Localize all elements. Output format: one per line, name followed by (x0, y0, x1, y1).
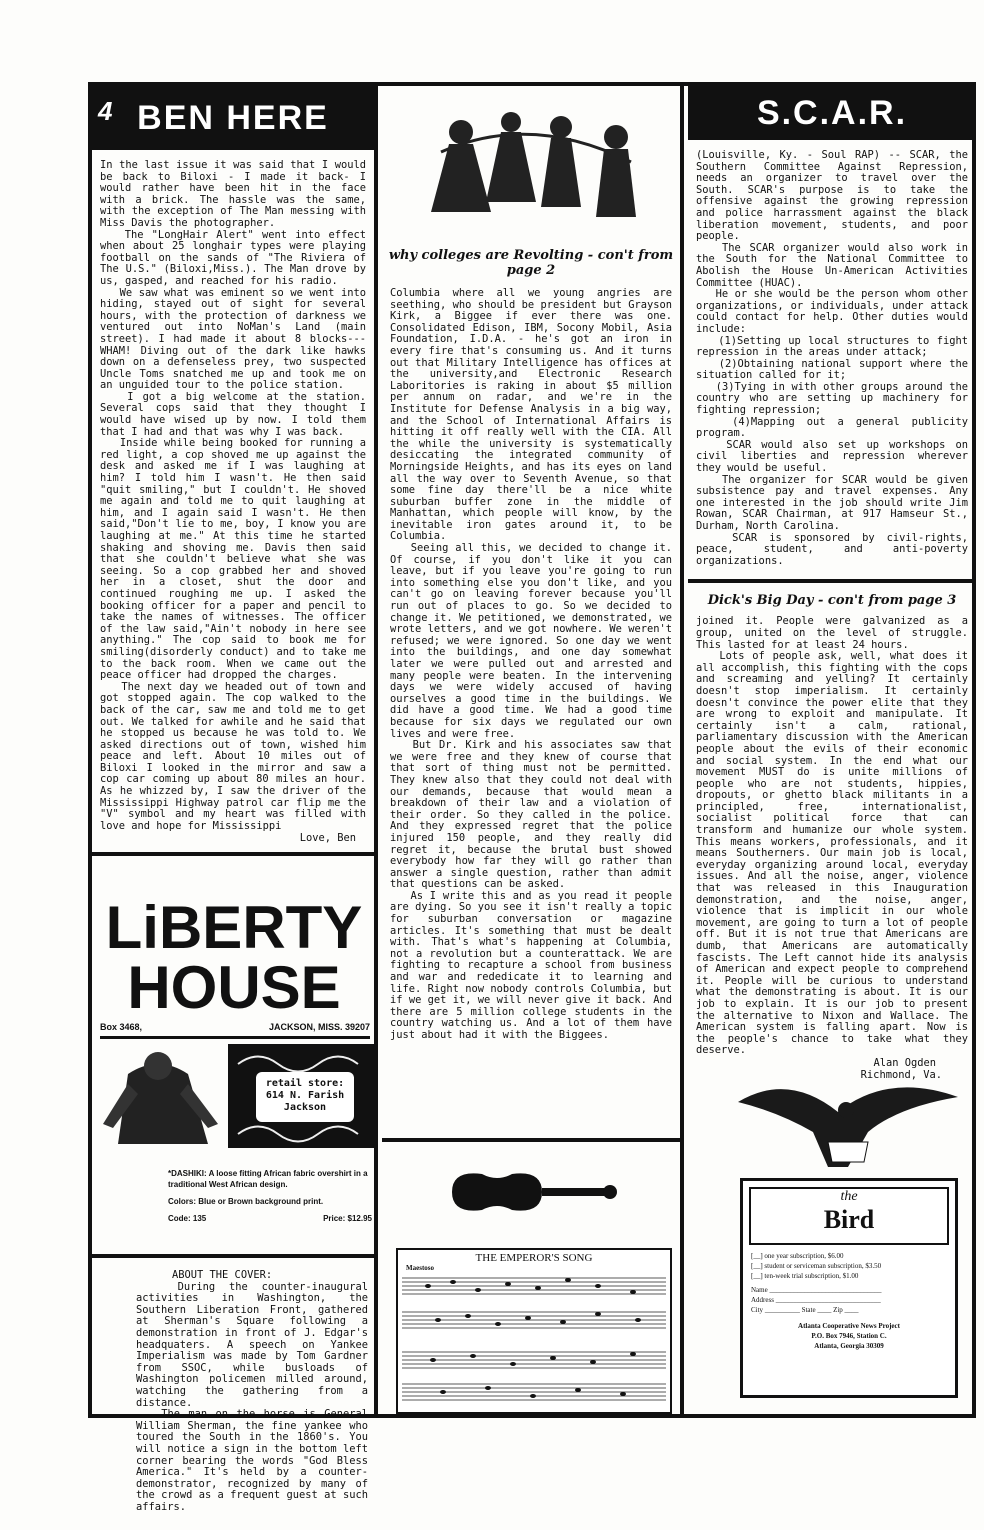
richmond-va: Richmond, Va. (860, 1068, 942, 1081)
address-label: Address (751, 1296, 774, 1304)
dashiki-figure-image (98, 1044, 224, 1144)
eagle-illustration (728, 1072, 968, 1172)
logo-house-text: HOUSE (127, 954, 341, 1016)
dancing-children-illustration (401, 92, 661, 242)
violin-image (442, 1162, 622, 1222)
emperors-song-sheet (396, 1248, 672, 1414)
subscription-checkbox-2[interactable]: [__] (751, 1262, 763, 1270)
subscription-checkbox-3[interactable]: [__] (751, 1272, 763, 1280)
the-bird-subscription-ad (740, 1178, 958, 1398)
song-title: THE EMPEROR'S SONG (475, 1252, 593, 1264)
name-field[interactable]: ________________________________ (769, 1286, 882, 1294)
ben-signature: Love, Ben (299, 832, 356, 845)
bird-address: Atlanta, Georgia 30309 (814, 1342, 884, 1350)
ben-here-article: In the last issue it was said that I would be back to Biloxi - I made it back- I would rather have been hit in the face with a brick. The hassle was the same, with the exception of The Man messing with Miss Davis the photographer. The "LongHair Alert" went into effect when about 25 longhair types were playing football on the sands of "The Riviera of The U.S." (Biloxi,Miss.). The Man drove by us, gasped, and reached for his radio. We saw what was eminent so we went into hiding, stayed out of sight for several hours, with the protection of darkness we ventured out into NoMan's Land (main street). I had made it about 8 blocks---WHAM! Diving out of the dark like hawks down on a defenseless prey, two suspected Uncle Toms snatched me up and took me on an unguided tour to the police station. I got a big welcome at the station. Several cops said that they thought I would have wised up by now. I told them that I had and that was why I was back. Inside while being booked for running a red light, a cop shoved me up against the desk and asked me if I was laughing at him? I told him I wasn't. He then said "quit smiling," but I couldn't. He shoved me again and told me to quit laughing at him, and I again said I wasn't. He then said,"Don't lie to me, boy, I know you are laughing at me." At this time he started shaking and shoving me. Davis then said that she couldn't believe what she was seeing. So a cop grabbed her and shoved her in a closet, shut the door and continued roughing me up. I asked the booking officer for a paper and pencil to take the names of witnesses. The officer of the law said,"Ain't nobody in here see anything." The cop said to book me for smiling(disorderly conduct) and to take me to the back room. When we came out the peace officer had dropped the charges. The next day we headed out of town and got stopped again. The cop walked to the back of the car, saw me and told me to get out. We talked for awhile and he said that he stopped us because he was told to. We asked directions out of town, wished him peace and left. About 10 miles out of Biloxi I looked in the mirror and saw a cop car coming up about 80 miles an hour. As he whizzed by, I saw the driver of the Mississippi Highway patrol car flip me the "V" symbol and my heart was filled with love and hope for Mississippi (100, 159, 366, 832)
city-label: City (751, 1306, 764, 1314)
store-label: retail store: (265, 1078, 345, 1089)
dicks-big-day-caption: Dick's Big Day - con't from page 3 (707, 593, 957, 609)
subscription-option-2: student or serviceman subscription, $3.50 (764, 1262, 882, 1270)
bird-masthead (749, 1187, 949, 1245)
about-the-cover (92, 1254, 378, 1513)
dashiki-code: Code: 135 (168, 1214, 207, 1223)
bird-po-box: P.O. Box 7946, Station C. (811, 1332, 887, 1340)
dashiki-price: Price: $12.95 (323, 1214, 372, 1223)
left-column (92, 86, 378, 1513)
city-field[interactable]: __________ (764, 1306, 800, 1314)
subscription-option-3: ten-week trial subscription, $1.00 (764, 1272, 859, 1280)
dashiki-pattern (228, 1044, 374, 1148)
page-number: 4 (98, 96, 115, 126)
ben-here-title: BEN HERE (137, 98, 329, 137)
store-address: 614 N. Farish (265, 1090, 345, 1101)
name-label: Name (751, 1286, 768, 1294)
ben-here-banner (92, 86, 374, 150)
middle-column (382, 86, 684, 1414)
liberty-house-ad (92, 852, 378, 1244)
sheet-music-staves (398, 1272, 670, 1408)
bird-title-the: the (840, 1189, 858, 1204)
subscription-option-1: one year subscription, $6.00 (764, 1252, 844, 1260)
cover-body: During the counter-inaugural activities in Washington, the Southern Liberation Front, gathered at Sherman's Square following a demonstration in front of J. Edgar's headquaters. A speech on Yankee Imperialism was made by Tom Gardner from SSOC, while busloads of Washington policemen milled around, watching the gathering from a distance. The man on the horse is General William Sherman, the fine yankee who toured the South in the 1860's. You will notice a sign in the bottom left corner bearing the words "God Bless America." It's held by a counter-demonstrator, recognized by many of the crowd as a frequent guest at such affairs. (136, 1280, 368, 1513)
liberty-city: JACKSON, MISS. 39207 (268, 1022, 370, 1032)
cover-heading: ABOUT THE COVER: (172, 1269, 273, 1281)
newspaper-page (88, 82, 976, 1513)
right-column (688, 86, 976, 1414)
liberty-house-logo (102, 886, 366, 1016)
colleges-caption: why colleges are Revolting - con't from page 2 (388, 248, 674, 278)
scar-banner (688, 86, 976, 140)
subscription-checkbox-1[interactable]: [__] (751, 1252, 763, 1260)
dashiki-colors: Colors: Blue or Brown background print. (168, 1197, 324, 1206)
store-city: Jackson (283, 1102, 327, 1113)
zip-label: Zip (833, 1306, 843, 1314)
scar-title: S.C.A.R. (756, 93, 908, 132)
address-field[interactable]: ______________________________ (775, 1296, 881, 1304)
colleges-article: Columbia where all we young angries are seething, who should be president but Grayson Kirk, a Biggee if ever there was one. Consolidated Edison, IBM, Socony Mobil, Asia Foundation, I.D.A. - he's got an iron in every fire that's consuming us. And it turns out that Military Intelligence has offices at the university,and Electronic Research Laboritories is raking in about $5 million per annum on radar, and we're in the Institute for Defense Analysis in a big way, and the School of International Affairs is hitting it off really well with the CIA. All the while the university is systematically desiccating the integrated community of Morningside Heights, and has its eyes on land all the way over to Seventh Avenue, so that some fine day there'll be a nice white suburban buffer zone in the middle of Manhattan, which people will know, by the inevitable iron gates around it, to be Columbia. Seeing all this, we decided to change it. Of course, if you don't like it you can leave, but if you leave you're going to run into something else you don't like, and you can't go on leaving forever because you'll run out of places to go. So we decided to change it. We petitioned, we demonstrated, we wrote letters, and we got nowhere. We weren't refused; we were ignored. So one day we went into the buildings, and one day somewhat later we were pulled out and arrested and many people were beaten. In the intervening days we were widely accused of having ourselves a good time in the buildings. We did have a good time. We had a good time because for six days we regulated our own lives and were free. But Dr. Kirk and his associates saw that we were free and they knew of course that that sort of thing must not be permitted. They knew also that they could not deal with our demands, because that would mean a breakdown of their law and a violation of their order. So they called in the police. And they expressed regret that the police injured 150 people, and they really did regret it, because the brutal bust showed everybody how far they will go rather than answer a single question, rather than admit that questions can be asked. As I write this and as you read it people are dying. So you see it isn't really a topic for suburban conversation or magazine articles. It's something that must be dealt with. That's what's happening at Columbia, not a revolution but a counterattack. We are fighting to recapture a school from business and war and rededicate it to learning and life. Right now nobody controls Columbia, but if we get it, we will never give it back. And there are 5 million college students in the country watching us. And a lot of them have just about had it with the Biggees. (390, 287, 672, 1041)
scar-article: (Louisville, Ky. - Soul RAP) -- SCAR, the Southern Committee Against Repression, needs an organizer to travel over the South. SCAR's purpose is to take the offensive against the growing repression and police harrassment against the black liberation movement, students, and poor people. The SCAR organizer would also work in the South for the National Committee to Abolish the House Un-American Activities Committee (HUAC). He or she would be the person whom other organizations, or individuals, under attack could contact for help. Other duties would include: (1)Setting up local structures to fight repression in the areas under attack; (2)Obtaining national support where the situation called for it; (3)Tying in with other groups around the country who are setting up machinery for fighting repression; (4)Mapping out a general publicity program. SCAR would also set up workshops on civil liberties and repression wherever they would be useful. The organizer for SCAR would be given subsistence pay and travel expenses. Any one interested in the job should write Jim Rowan, SCAR Chairman, at 917 Hamseur St., Durham, North Carolina. SCAR is sponsored by civil-rights, peace, student, and anti-poverty organizations. (696, 149, 968, 567)
liberty-box: Box 3468, (100, 1022, 143, 1032)
bird-title: Bird (823, 1205, 875, 1234)
alan-ogden-signature: Alan Ogden (873, 1056, 936, 1069)
retail-store-box (256, 1072, 354, 1122)
state-field[interactable]: ____ (817, 1306, 832, 1314)
dicks-big-day-article: joined it. People were galvanized as a group, united on the level of struggle. This lasted for at least 24 hours. Lots of people ask, well, what does it all accomplish, this fighting with the cops and screaming and yelling? It certainly doesn't stop imperialism. It certainly doesn't convince the power elite that they are wrong to exploit and manipulate. It certainly isn't a calm, rational, parliamentary discussion with the American people about the evils of their economic and social system. In the end what our movement MUST do is unite millions of people who are not students, hippies, dropouts, or ghetto black militants in a principled, free, internationalist, socialist political force that can transform and humanize our whole system. This means workers, professionals, and it means Southerners. Our main job is local, everyday organizing around local, everyday issues. And all the noise, anger, violence that was released in this Inauguration demonstration, and the noise, anger, violence that is implicit in our whole movement, are going to turn a lot of people off. But it is not true that Americans are dumb, that Americans are automatically fascists. The Left cannot hide its analysis of American and expect people to comprehend it. People will be curious to understand what the demonstrating is about. It is our job to explain. It is our job to present the alternative to Nixon and Wallace. The American system is falling apart. Now is the people's chance to take what they deserve. (696, 615, 968, 1057)
logo-liberty-text: LiBERTY (105, 894, 363, 961)
zip-field[interactable]: ____ (844, 1306, 859, 1314)
bird-org: Atlanta Cooperative News Project (798, 1322, 900, 1330)
state-label: State (801, 1306, 816, 1314)
song-tempo: Maestoso (406, 1264, 434, 1272)
dashiki-description: *DASHIKI: A loose fitting African fabric overshirt in a traditional West African design. (168, 1169, 368, 1189)
